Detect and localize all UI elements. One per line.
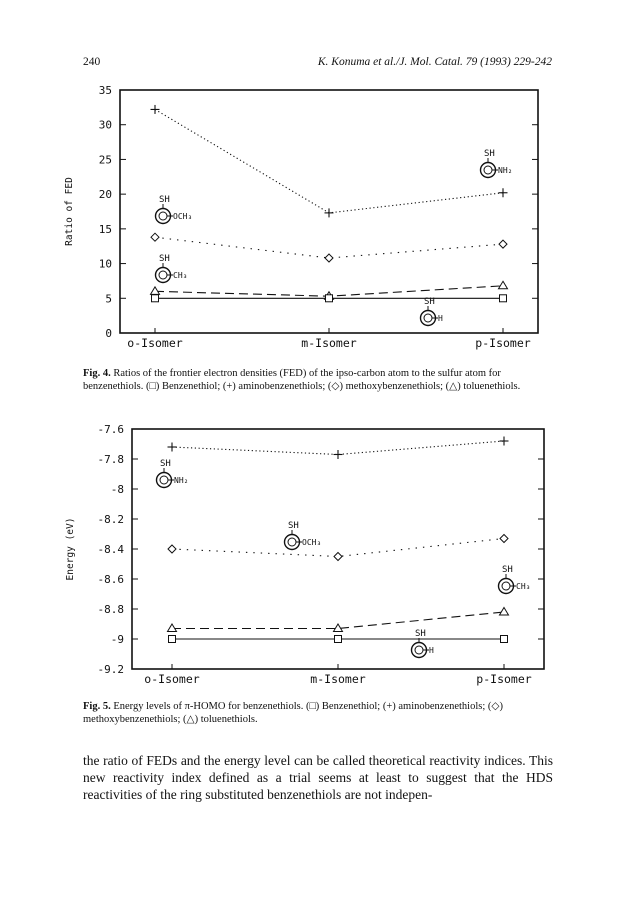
structure-0-substituent-label: NH₂ bbox=[174, 476, 189, 485]
fig4-caption bbox=[83, 367, 553, 393]
structure-1 bbox=[285, 521, 322, 550]
structure-1-thiol-label: SH bbox=[159, 254, 170, 264]
structure-0-substituent-label: OCH₃ bbox=[173, 212, 193, 221]
y-tick-label: -7.6 bbox=[97, 423, 124, 436]
series-3-point-1 bbox=[326, 295, 333, 302]
y-tick-label: -7.8 bbox=[97, 453, 124, 466]
y-tick-label: -8 bbox=[110, 483, 124, 496]
x-tick-label: o-Isomer bbox=[144, 672, 200, 686]
fig5-caption-label: Fig. 5. bbox=[83, 701, 111, 712]
structure-3-substituent-label: H bbox=[438, 314, 443, 323]
structure-1-substituent-label: OCH₃ bbox=[302, 538, 322, 547]
structure-2 bbox=[499, 565, 531, 594]
structure-0 bbox=[157, 459, 189, 488]
series-2-point-0 bbox=[151, 287, 160, 295]
structure-3 bbox=[421, 297, 444, 326]
series-3-point-2 bbox=[501, 636, 508, 643]
structure-2 bbox=[481, 149, 513, 178]
structure-1-substituent-label: CH₃ bbox=[173, 271, 188, 280]
structure-0-ring-inner bbox=[160, 476, 168, 484]
x-tick-label: p-Isomer bbox=[476, 672, 532, 686]
y-tick-label: 35 bbox=[98, 84, 112, 97]
structure-2-ring-inner bbox=[502, 582, 510, 590]
series-1-point-2 bbox=[499, 240, 507, 248]
series-line-0 bbox=[155, 109, 503, 212]
y-tick-label: 10 bbox=[98, 257, 112, 271]
series-1-point-2 bbox=[500, 535, 508, 543]
series-3-point-0 bbox=[169, 636, 176, 643]
y-tick-label: 30 bbox=[98, 118, 112, 132]
series-1-point-1 bbox=[325, 254, 333, 262]
y-tick-label: -8.8 bbox=[97, 603, 124, 616]
structure-2-substituent-label: CH₃ bbox=[516, 582, 531, 591]
y-tick-label: -9 bbox=[110, 633, 124, 646]
x-tick-label: m-Isomer bbox=[310, 672, 366, 686]
y-tick-label: 5 bbox=[105, 292, 112, 306]
structure-1-ring-inner bbox=[288, 538, 296, 546]
x-tick-label: m-Isomer bbox=[301, 336, 357, 350]
fig4-caption-text: Ratios of the frontier electron densities (FED) of the ipso-carbon atom to the sulfur atom for benzenethiols. (□) Benzenethiol; (+) aminobenzenethiols; (◇) methoxybenzenethiols; (△) toluenethiols. bbox=[83, 368, 521, 392]
series-1-point-0 bbox=[151, 233, 159, 241]
structure-3-ring-inner bbox=[415, 646, 423, 654]
structure-1-thiol-label: SH bbox=[288, 521, 299, 531]
structure-2-ring-inner bbox=[484, 166, 492, 174]
y-tick-label: -9.2 bbox=[97, 663, 124, 676]
fig4-caption-label: Fig. 4. bbox=[83, 368, 111, 379]
running-header: K. Konuma et al./J. Mol. Catal. 79 (1993) 229-242 bbox=[317, 56, 552, 68]
plot-frame bbox=[132, 429, 544, 669]
structure-2-substituent-label: NH₂ bbox=[498, 166, 513, 175]
structure-0-thiol-label: SH bbox=[159, 195, 170, 205]
structure-3-thiol-label: SH bbox=[424, 297, 435, 307]
y-tick-label: 15 bbox=[98, 222, 112, 236]
structure-2-thiol-label: SH bbox=[502, 565, 513, 575]
y-tick-label: 0 bbox=[105, 327, 112, 340]
y-tick-label: -8.6 bbox=[97, 573, 124, 586]
page-number: 240 bbox=[83, 56, 101, 68]
y-tick-label: 25 bbox=[98, 153, 112, 167]
structure-3-thiol-label: SH bbox=[415, 629, 426, 639]
structure-0-ring-inner bbox=[159, 212, 167, 220]
series-3-point-1 bbox=[335, 636, 342, 643]
structure-1-ring-inner bbox=[159, 271, 167, 279]
body-paragraph: the ratio of FEDs and the energy level can be called theoretical reactivity indices. This new reactivity index defined as a trial seems at least to suggest that the HDS reactivities of the ring substituted benzenethiols are not indepen- bbox=[83, 753, 553, 802]
fig5-caption-text: Energy levels of π-HOMO for benzenethiols. (□) Benzenethiol; (+) aminobenzenethiols; (◇) methoxybenzenethiols; (△) toluenethiols. bbox=[83, 701, 503, 725]
structure-0 bbox=[156, 195, 193, 224]
series-3-point-0 bbox=[152, 295, 159, 302]
structure-3-ring-inner bbox=[424, 314, 432, 322]
y-axis-label: Energy (eV) bbox=[65, 517, 76, 581]
y-tick-label: -8.4 bbox=[97, 543, 124, 556]
series-2-point-2 bbox=[499, 281, 508, 289]
structure-0-thiol-label: SH bbox=[160, 459, 171, 469]
fig5-caption bbox=[83, 700, 553, 726]
series-1-point-0 bbox=[168, 545, 176, 553]
x-tick-label: o-Isomer bbox=[127, 336, 183, 350]
series-2-point-0 bbox=[168, 624, 177, 632]
fig4-chart bbox=[60, 80, 560, 365]
structure-1 bbox=[156, 254, 188, 283]
structure-3-substituent-label: H bbox=[429, 646, 434, 655]
y-tick-label: 20 bbox=[98, 188, 112, 202]
structure-2-thiol-label: SH bbox=[484, 149, 495, 159]
y-axis-label: Ratio of FED bbox=[64, 177, 75, 246]
fig5-chart bbox=[60, 420, 560, 695]
series-3-point-2 bbox=[500, 295, 507, 302]
series-2-point-2 bbox=[500, 608, 509, 616]
y-tick-label: -8.2 bbox=[97, 513, 124, 526]
series-1-point-1 bbox=[334, 553, 342, 561]
x-tick-label: p-Isomer bbox=[475, 336, 531, 350]
structure-3 bbox=[412, 629, 435, 658]
